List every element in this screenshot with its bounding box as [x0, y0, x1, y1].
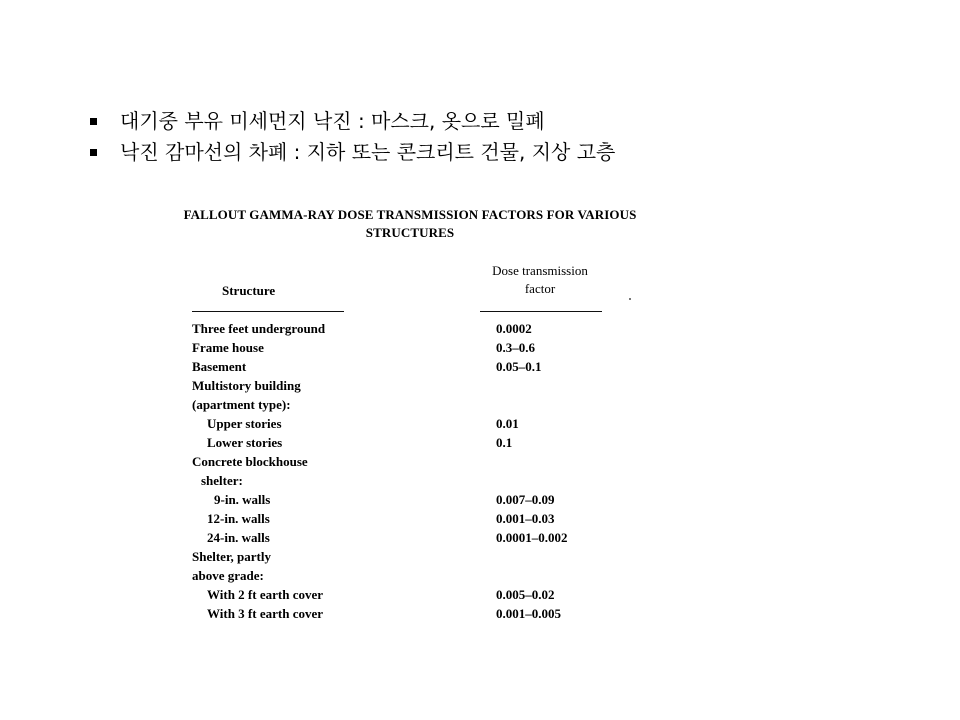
- row-value: 0.005–0.02: [496, 587, 555, 602]
- bullet-item: [88, 137, 615, 168]
- table-row: [192, 376, 652, 395]
- row-label: Lower stories: [207, 435, 283, 450]
- row-label: 9-in. walls: [214, 492, 271, 507]
- table-title: [140, 206, 680, 242]
- row-label: With 3 ft earth cover: [207, 606, 324, 621]
- row-label: Three feet underground: [192, 321, 326, 336]
- row-label: Concrete blockhouse: [192, 454, 308, 469]
- row-value: 0.1: [496, 435, 513, 450]
- row-value: 0.0001–0.002: [496, 530, 568, 545]
- table-row: [192, 357, 652, 376]
- table-row: [192, 395, 652, 414]
- square-bullet-icon: [90, 118, 97, 125]
- table-row: [192, 604, 652, 623]
- table-row: [192, 528, 652, 547]
- table-title-line: STRUCTURES: [365, 225, 455, 240]
- row-label: (apartment type):: [192, 397, 291, 412]
- row-label: 12-in. walls: [207, 511, 270, 526]
- row-label: above grade:: [192, 568, 264, 583]
- table-row: [192, 566, 652, 585]
- square-bullet-icon: [90, 149, 97, 156]
- row-label: Multistory building: [192, 378, 301, 393]
- row-value: 0.001–0.005: [496, 606, 561, 621]
- row-label: 24-in. walls: [207, 530, 270, 545]
- header-rule: [480, 311, 602, 312]
- row-value: 0.007–0.09: [496, 492, 555, 507]
- table-row: [192, 414, 652, 433]
- row-label: Upper stories: [207, 416, 282, 431]
- column-header-structure: Structure: [222, 283, 276, 298]
- column-header-line: factor: [524, 281, 556, 296]
- table-row: [192, 452, 652, 471]
- table-row: [192, 585, 652, 604]
- table-row: [192, 509, 652, 528]
- table-row: [192, 471, 652, 490]
- column-header-line: Dose transmission: [492, 263, 588, 278]
- table-body: [192, 319, 652, 623]
- scanned-table-figure: [140, 200, 700, 640]
- table-row: [192, 319, 652, 338]
- bullet-text: 낙진 감마선의 차폐 : 지하 또는 콘크리트 건물, 지상 고층: [120, 140, 616, 164]
- row-label: Shelter, partly: [192, 549, 271, 564]
- table-title-line: FALLOUT GAMMA-RAY DOSE TRANSMISSION FACTORS FOR VARIOUS: [183, 207, 637, 222]
- row-value: 0.0002: [496, 321, 532, 336]
- row-label: shelter:: [201, 473, 243, 488]
- bullet-list: [88, 106, 615, 168]
- bullet-item: [88, 106, 615, 137]
- scan-speck: [629, 298, 631, 300]
- row-label: Basement: [192, 359, 247, 374]
- row-value: 0.01: [496, 416, 519, 431]
- table-row: [192, 338, 652, 357]
- table-row: [192, 547, 652, 566]
- row-value: 0.3–0.6: [496, 340, 535, 355]
- row-label: Frame house: [192, 340, 264, 355]
- table-row: [192, 433, 652, 452]
- header-rule: [192, 311, 344, 312]
- row-value: 0.05–0.1: [496, 359, 542, 374]
- column-header-factor: [470, 262, 610, 298]
- bullet-text: 대기중 부유 미세먼지 낙진 : 마스크, 옷으로 밀폐: [120, 109, 545, 133]
- row-label: With 2 ft earth cover: [207, 587, 324, 602]
- row-value: 0.001–0.03: [496, 511, 555, 526]
- table-row: [192, 490, 652, 509]
